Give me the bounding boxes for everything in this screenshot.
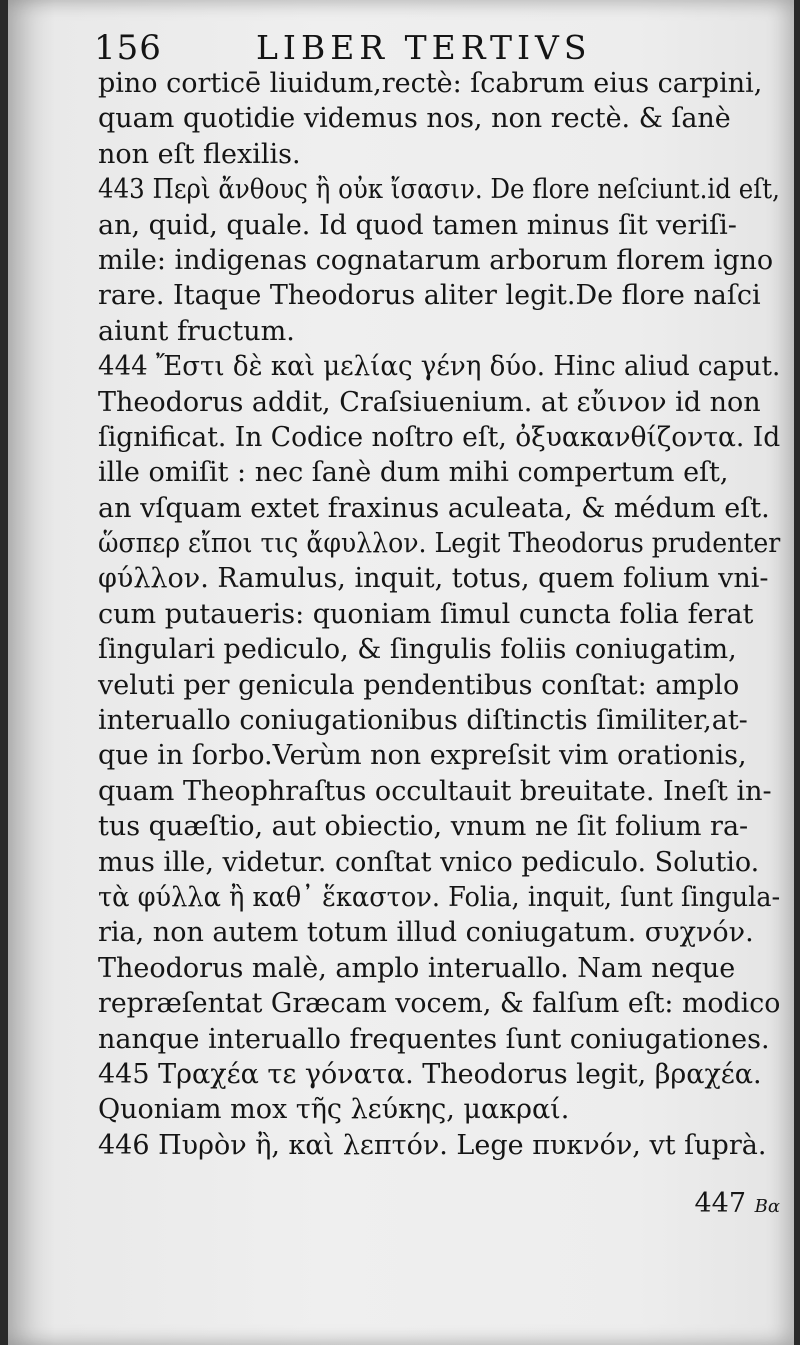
text-line: que in ſorbo.Verùm non expreſsit vim orationis, [98,740,747,772]
text-line: ille omiſit : nec ſanè dum mihi compertum eſt, [98,457,729,489]
text-line: 446 Πυρὸν ἢ, καὶ λεπτόν. Lege πυκνόν, vt ſuprà. [98,1129,767,1161]
running-title: LIBER TERTIVS [256,28,592,67]
text-line: repræſentat Græcam vocem, & falſum eſt: modico [98,988,781,1020]
text-line: 443 Περὶ ἄνθους ἢ οὐκ ἴσασιν. De flore neſciunt.id eſt, [98,174,780,206]
text-line: ria, non autem totum illud coniugatum. συχνόν. [98,917,754,949]
catchword-number: 447 [694,1188,747,1219]
text-line: mile: indigenas cognatarum arborum florem igno [98,244,774,276]
text-line: Theodorus malè, amplo interuallo. Nam neque [98,952,736,984]
text-line: aiunt fructum. [98,315,295,347]
catchword-text: Βα [754,1196,780,1217]
text-line: veluti per genicula pendentibus conſtat: amplo [98,669,740,701]
body-text [98,66,780,1163]
text-line: non eſt flexilis. [98,138,301,170]
catchword [694,1188,780,1219]
text-line: ὥσπερ εἴποι τις ἄφυλλον. Legit Theodorus prudenter [98,528,781,560]
text-line: 445 Τραχέα τε γόνατα. Theodorus legit, βραχέα. [98,1058,762,1090]
text-line: Theodorus addit, Craſsiuenium. at εὔινον id non [98,386,761,418]
text-line: mus ille, videtur. conſtat vnico pediculo. Solutio. [98,846,760,878]
text-line: φύλλον. Ramulus, inquit, totus, quem folium vni- [98,563,769,595]
text-line: an vſquam extet fraxinus aculeata, & médum eſt. [98,492,770,524]
text-line: 444 Ἔστι δὲ καὶ μελίας γένη δύο. Hinc aliud caput. [98,351,781,383]
text-line: nanque interuallo frequentes ſunt coniugationes. [98,1023,770,1055]
text-line: interuallo coniugationibus diſtinctis ſimiliter,at- [98,705,748,737]
text-line: ſignificat. In Codice noſtro eſt, ὀξυακανθίζοντα. Id [98,421,781,453]
text-line: quam quotidie videmus nos, non rectè. & ſanè [98,103,731,135]
text-line: tus quæſtio, aut obiectio, vnum ne ſit folium ra- [98,811,749,843]
text-line: Quoniam mox τῆς λεύκης, μακραί. [98,1094,570,1126]
page-number: 156 [94,28,162,68]
text-line: rare. Itaque Theodorus aliter legit.De flore naſci [98,280,761,312]
text-line: pino corticē liuidum,rectè: ſcabrum eius carpini, [98,68,763,99]
text-line: τὰ φύλλα ἢ καθ᾽ ἕκαστον. Folia, inquit, ſunt ſingula- [98,881,781,913]
book-page [8,0,794,1345]
text-line: an, quid, quale. Id quod tamen minus ſit veriſi- [98,209,737,241]
text-line: quam Theophraſtus occultauit breuitate. Ineſt in- [98,775,772,807]
text-line: ſingulari pediculo, & ſingulis foliis coniugatim, [98,634,737,666]
page-header [88,22,764,68]
text-line: cum putaueris: quoniam ſimul cuncta folia ferat [98,598,754,630]
page-footer [98,1188,780,1224]
